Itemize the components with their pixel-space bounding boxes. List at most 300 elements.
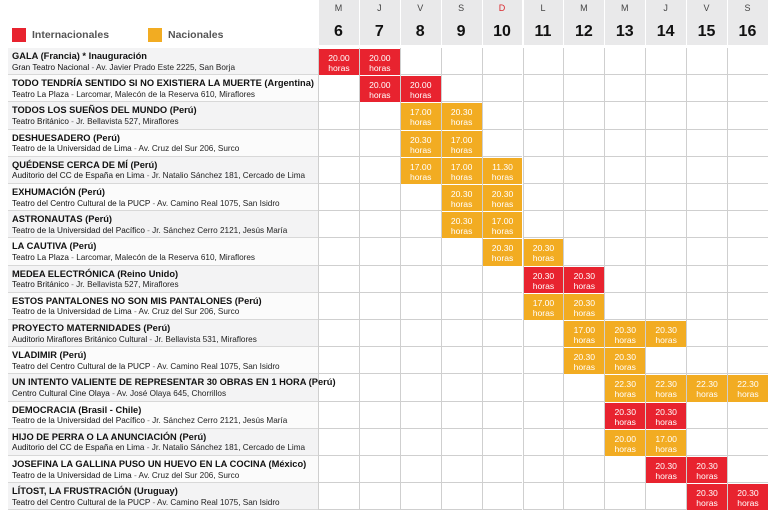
schedule-cell	[645, 238, 686, 265]
schedule-cell	[523, 347, 564, 374]
schedule-cell	[318, 157, 359, 184]
showtime-time: 20.30	[491, 243, 514, 254]
schedule-cell	[523, 48, 564, 75]
showtime-slot[interactable]	[687, 375, 727, 401]
schedule-cell	[645, 483, 686, 510]
showtime-time: 20.30	[573, 297, 596, 308]
schedule-cell	[318, 238, 359, 265]
showtime-unit: horas	[655, 335, 677, 345]
schedule-cell	[482, 75, 523, 102]
legend-swatch-nacionales	[148, 28, 162, 42]
showtime-slot[interactable]	[564, 267, 604, 293]
event-venue	[12, 280, 179, 289]
schedule-cell	[727, 238, 768, 265]
schedule-cell	[523, 402, 564, 429]
event-title: DEMOCRACIA (Brasil - Chile)	[12, 404, 142, 415]
schedule-cell	[563, 75, 604, 102]
schedule-cell	[359, 320, 400, 347]
event-venue	[12, 226, 287, 235]
schedule-cell	[523, 102, 564, 129]
schedule-cell	[645, 211, 686, 238]
showtime-slot[interactable]	[687, 484, 727, 510]
showtime-time: 20.30	[532, 270, 555, 281]
showtime-slot[interactable]	[646, 430, 686, 456]
showtime-unit: horas	[614, 335, 636, 345]
venue-separator: -	[144, 416, 153, 426]
schedule-cell	[318, 266, 359, 293]
schedule-cell	[359, 456, 400, 483]
showtime-unit: horas	[696, 389, 718, 400]
showtime-slot[interactable]	[728, 375, 768, 401]
venue-address: Av. Javier Prado Este 2225, San Borja	[96, 62, 236, 72]
showtime-slot[interactable]	[442, 131, 482, 157]
day-date: 14	[656, 23, 675, 40]
venue-name: Auditorio del CC de España en Lima	[12, 443, 145, 453]
showtime-unit: horas	[696, 498, 718, 509]
event-title: EXHUMACIÓN (Perú)	[12, 187, 105, 197]
showtime-unit: horas	[409, 144, 432, 155]
showtime-time: 20.30	[696, 488, 718, 499]
showtime-time: 20.00	[369, 53, 391, 63]
schedule-cell	[523, 374, 564, 401]
schedule-cell	[563, 211, 604, 238]
schedule-cell	[604, 184, 645, 211]
showtime-unit: horas	[532, 280, 555, 291]
venue-separator: -	[150, 497, 158, 507]
schedule-cell	[318, 456, 359, 483]
schedule-cell	[482, 130, 523, 157]
venue-separator: -	[150, 361, 158, 371]
showtime-slot[interactable]	[360, 76, 400, 102]
showtime-slot[interactable]	[483, 158, 523, 184]
schedule-cell	[686, 238, 727, 265]
schedule-cell	[359, 102, 400, 129]
showtime-unit: horas	[655, 443, 677, 454]
event-venue	[12, 389, 226, 398]
showtime-slot[interactable]	[646, 403, 686, 429]
venue-separator: -	[147, 334, 155, 344]
venue-address: Av. Cruz del Sur 206, Surco	[138, 144, 240, 154]
venue-name: Teatro de la Universidad de Lima	[12, 470, 132, 480]
showtime-time: 20.30	[655, 325, 677, 335]
showtime-time: 20.30	[614, 325, 636, 335]
schedule-cell	[400, 483, 441, 510]
venue-separator: -	[131, 307, 139, 317]
schedule-cell	[727, 347, 768, 374]
event-venue	[12, 471, 239, 480]
showtime-unit: horas	[614, 416, 636, 427]
showtime-slot[interactable]	[646, 457, 686, 483]
day-date: 8	[415, 23, 425, 40]
showtime-unit: horas	[450, 199, 473, 209]
schedule-cell	[563, 184, 604, 211]
schedule-cell	[441, 429, 482, 456]
venue-name: Auditorio del CC de España en Lima	[12, 171, 145, 181]
venue-separator: -	[144, 171, 152, 181]
day-weekday: L	[540, 3, 546, 13]
schedule-cell	[727, 75, 768, 102]
schedule-cell	[359, 293, 400, 320]
schedule-cell	[318, 429, 359, 456]
showtime-slot[interactable]	[483, 239, 523, 265]
event-title: HIJO DE PERRA O LA ANUNCIACIÓN (Perú)	[12, 431, 207, 442]
schedule-cell	[604, 211, 645, 238]
schedule-cell	[523, 184, 564, 211]
schedule-cell	[686, 184, 727, 211]
event-title: PROYECTO MATERNIDADES (Perú)	[12, 323, 171, 333]
showtime-unit: horas	[573, 280, 596, 291]
venue-separator: -	[144, 225, 153, 235]
schedule-cell	[563, 402, 604, 429]
schedule-cell	[359, 130, 400, 157]
showtime-slot[interactable]	[605, 430, 645, 456]
schedule-cell	[604, 130, 645, 157]
legend-internacionales	[12, 27, 109, 43]
schedule-cell	[359, 374, 400, 401]
showtime-slot[interactable]	[687, 457, 727, 483]
showtime-slot[interactable]	[524, 239, 564, 265]
schedule-cell	[400, 238, 441, 265]
schedule-cell	[359, 402, 400, 429]
showtime-unit: horas	[409, 90, 432, 101]
schedule-cell	[482, 48, 523, 75]
showtime-slot[interactable]	[319, 49, 359, 75]
showtime-slot[interactable]	[524, 267, 564, 293]
venue-address: Larcomar, Malecón de la Reserva 610, Miraflores	[76, 252, 256, 262]
showtime-unit: horas	[696, 471, 718, 481]
schedule-cell	[441, 483, 482, 510]
venue-address: Av. Cruz del Sur 206, Surco	[138, 470, 240, 480]
schedule-cell	[686, 211, 727, 238]
day-date: 7	[374, 23, 384, 40]
schedule-cell	[727, 211, 768, 238]
schedule-cell	[441, 402, 482, 429]
schedule-cell	[359, 184, 400, 211]
day-date: 13	[615, 23, 634, 40]
schedule-cell	[563, 48, 604, 75]
event-title: JOSEFINA LA GALLINA PUSO UN HUEVO EN LA COCINA (México)	[12, 459, 307, 469]
event-venue	[12, 90, 255, 99]
schedule-cell	[441, 293, 482, 320]
day-weekday: V	[703, 3, 710, 13]
showtime-unit: horas	[737, 389, 759, 400]
schedule-cell	[318, 293, 359, 320]
venue-separator: -	[68, 116, 77, 126]
schedule-cell	[318, 347, 359, 374]
showtime-time: 20.00	[328, 53, 350, 63]
venue-name: Auditorio Miraflores Británico Cultural	[12, 334, 148, 344]
schedule-cell	[441, 75, 482, 102]
event-title: DESHUESADERO (Perú)	[12, 132, 120, 143]
showtime-time: 17.00	[491, 216, 514, 227]
showtime-unit: horas	[614, 362, 636, 373]
showtime-slot[interactable]	[605, 321, 645, 347]
schedule-cell	[645, 347, 686, 374]
day-date: 6	[333, 23, 343, 40]
schedule-cell	[318, 75, 359, 102]
venue-separator: -	[68, 252, 77, 262]
venue-address: Jr. Bellavista 527, Miraflores	[76, 116, 179, 126]
showtime-time: 22.30	[696, 379, 718, 390]
venue-address: Av. José Olaya 645, Chorrillos	[116, 388, 227, 398]
showtime-slot[interactable]	[442, 185, 482, 211]
showtime-time: 20.30	[532, 243, 555, 254]
schedule-cell	[359, 429, 400, 456]
showtime-slot[interactable]	[646, 321, 686, 347]
showtime-slot[interactable]	[442, 212, 482, 238]
schedule-cell	[400, 402, 441, 429]
showtime-slot[interactable]	[401, 76, 441, 102]
day-weekday: M	[334, 3, 343, 13]
schedule-cell	[318, 130, 359, 157]
schedule-cell	[441, 456, 482, 483]
schedule-cell	[686, 157, 727, 184]
showtime-time: 20.30	[614, 352, 636, 363]
schedule-cell	[441, 266, 482, 293]
showtime-unit: horas	[532, 253, 555, 264]
schedule-cell	[482, 320, 523, 347]
schedule-cell	[359, 347, 400, 374]
showtime-unit: horas	[409, 171, 432, 182]
schedule-cell	[318, 320, 359, 347]
schedule-cell	[482, 374, 523, 401]
showtime-slot[interactable]	[483, 212, 523, 238]
schedule-cell	[686, 48, 727, 75]
showtime-time: 20.00	[369, 80, 391, 91]
showtime-unit: horas	[573, 307, 596, 318]
showtime-unit: horas	[532, 307, 555, 318]
showtime-unit: horas	[614, 443, 636, 454]
schedule-cell	[523, 429, 564, 456]
showtime-unit: horas	[573, 335, 596, 345]
showtime-time: 22.30	[655, 379, 677, 390]
schedule-cell	[645, 293, 686, 320]
schedule-cell	[686, 347, 727, 374]
showtime-time: 20.30	[655, 406, 677, 417]
schedule-cell	[686, 429, 727, 456]
showtime-time: 20.30	[655, 461, 677, 471]
venue-separator: -	[144, 443, 152, 453]
schedule-cell	[645, 130, 686, 157]
schedule-cell	[727, 320, 768, 347]
showtime-slot[interactable]	[728, 484, 768, 510]
showtime-time: 20.30	[450, 107, 473, 118]
schedule-cell	[482, 266, 523, 293]
schedule-cell	[318, 483, 359, 510]
event-venue	[12, 307, 239, 316]
venue-address: Av. Camino Real 1075, San Isidro	[157, 361, 280, 371]
showtime-slot[interactable]	[564, 348, 604, 374]
showtime-time: 17.00	[409, 107, 432, 118]
schedule-cell	[523, 130, 564, 157]
schedule-cell	[482, 402, 523, 429]
showtime-slot[interactable]	[646, 375, 686, 401]
showtime-time: 17.00	[409, 161, 432, 172]
showtime-time: 20.30	[737, 488, 759, 499]
event-title: TODO TENDRÍA SENTIDO SI NO EXISTIERA LA MUERTE (Argentina)	[12, 78, 314, 89]
venue-address: Jr. Sánchez Cerro 2121, Jesús María	[152, 225, 288, 235]
showtime-time: 20.30	[409, 134, 432, 145]
schedule-cell	[604, 293, 645, 320]
showtime-time: 20.30	[450, 189, 473, 199]
showtime-slot[interactable]	[401, 103, 441, 129]
showtime-unit: horas	[409, 117, 432, 128]
schedule-cell	[359, 211, 400, 238]
schedule-cell	[482, 293, 523, 320]
schedule-cell	[318, 402, 359, 429]
day-date: 16	[738, 23, 757, 40]
showtime-unit: horas	[450, 117, 473, 128]
showtime-time: 20.30	[614, 406, 636, 417]
legend-label-nacionales: Nacionales	[168, 29, 224, 41]
day-weekday: S	[458, 3, 465, 13]
showtime-slot[interactable]	[442, 158, 482, 184]
schedule-cell	[359, 238, 400, 265]
venue-name: Teatro Británico	[12, 116, 69, 126]
schedule-cell	[400, 48, 441, 75]
schedule-cell	[359, 157, 400, 184]
showtime-time: 17.00	[450, 134, 473, 145]
schedule-cell	[441, 320, 482, 347]
schedule-cell	[523, 211, 564, 238]
showtime-slot[interactable]	[564, 294, 604, 320]
schedule-cell	[318, 184, 359, 211]
venue-address: Jr. Sánchez Cerro 2121, Jesús María	[152, 416, 288, 426]
schedule-cell	[645, 75, 686, 102]
day-date: 9	[456, 23, 466, 40]
schedule-cell	[727, 456, 768, 483]
event-venue	[12, 144, 239, 153]
showtime-time: 17.00	[450, 161, 473, 172]
schedule-cell	[441, 374, 482, 401]
venue-name: Teatro de la Universidad de Lima	[12, 307, 132, 317]
showtime-slot[interactable]	[442, 103, 482, 129]
showtime-slot[interactable]	[605, 348, 645, 374]
schedule-cell	[482, 102, 523, 129]
showtime-unit: horas	[450, 144, 473, 155]
schedule-cell	[686, 102, 727, 129]
showtime-unit: horas	[491, 199, 514, 209]
venue-address: Av. Camino Real 1075, San Isidro	[157, 497, 280, 507]
event-title: MEDEA ELECTRÓNICA (Reino Unido)	[12, 268, 179, 279]
event-title: UN INTENTO VALIENTE DE REPRESENTAR 30 OBRAS EN 1 HORA (Perú)	[12, 377, 336, 388]
schedule-cell	[523, 157, 564, 184]
showtime-unit: horas	[737, 498, 759, 509]
schedule-cell	[400, 374, 441, 401]
showtime-slot[interactable]	[483, 185, 523, 211]
showtime-slot[interactable]	[564, 321, 604, 347]
venue-address: Jr. Bellavista 531, Miraflores	[154, 334, 257, 344]
venue-address: Av. Camino Real 1075, San Isidro	[157, 198, 280, 208]
schedule-cell	[400, 347, 441, 374]
schedule-cell	[727, 48, 768, 75]
schedule-cell	[400, 266, 441, 293]
showtime-unit: horas	[655, 416, 677, 427]
day-weekday: M	[620, 3, 629, 13]
schedule-cell	[686, 320, 727, 347]
showtime-slot[interactable]	[360, 49, 400, 75]
schedule-cell	[400, 429, 441, 456]
schedule-cell	[523, 320, 564, 347]
schedule-cell	[563, 456, 604, 483]
day-weekday: M	[580, 3, 588, 13]
event-venue	[12, 416, 287, 425]
showtime-slot[interactable]	[605, 375, 645, 401]
day-weekday: D	[498, 3, 506, 13]
venue-address: Jr. Bellavista 527, Miraflores	[76, 280, 179, 290]
schedule-cell	[604, 238, 645, 265]
showtime-unit: horas	[369, 63, 391, 73]
schedule-cell	[359, 483, 400, 510]
venue-address: Jr. Natalio Sánchez 181, Cercado de Lima	[151, 443, 306, 453]
venue-separator: -	[68, 280, 77, 290]
showtime-time: 20.30	[696, 461, 718, 471]
event-title: LA CAUTIVA (Perú)	[12, 241, 97, 252]
schedule-cell	[727, 157, 768, 184]
showtime-slot[interactable]	[605, 403, 645, 429]
day-weekday: J	[663, 3, 668, 13]
event-venue	[12, 117, 179, 126]
event-title: VLADIMIR (Perú)	[12, 350, 87, 361]
schedule-cell	[645, 184, 686, 211]
showtime-unit: horas	[573, 362, 596, 373]
schedule-cell	[400, 320, 441, 347]
event-venue	[12, 498, 280, 507]
venue-name: Teatro Británico	[12, 280, 69, 290]
event-venue	[12, 199, 280, 208]
day-date: 11	[534, 23, 552, 40]
schedule-cell	[645, 266, 686, 293]
event-venue	[12, 443, 305, 452]
venue-name: Teatro de la Universidad de Lima	[12, 144, 132, 154]
venue-name: Teatro La Plaza	[12, 252, 69, 262]
showtime-slot[interactable]	[401, 131, 441, 157]
event-venue	[12, 362, 280, 371]
venue-address: Jr. Natalio Sánchez 181, Cercado de Lima	[151, 171, 306, 181]
schedule-cell	[563, 102, 604, 129]
venue-name: Teatro de la Universidad del Pacífico	[12, 225, 145, 235]
schedule-cell	[604, 48, 645, 75]
schedule-cell	[318, 102, 359, 129]
showtime-slot[interactable]	[401, 158, 441, 184]
showtime-slot[interactable]	[524, 294, 564, 320]
venue-name: Teatro de la Universidad del Pacífico	[12, 416, 145, 426]
showtime-unit: horas	[491, 226, 514, 237]
schedule-cell	[441, 238, 482, 265]
schedule-cell	[727, 130, 768, 157]
venue-name: Gran Teatro Nacional	[12, 62, 90, 72]
schedule-cell	[318, 211, 359, 238]
schedule-cell	[482, 429, 523, 456]
showtime-unit: horas	[655, 389, 677, 400]
schedule-cell	[686, 130, 727, 157]
showtime-unit: horas	[491, 171, 514, 182]
showtime-unit: horas	[450, 226, 473, 237]
event-venue	[12, 335, 257, 344]
schedule-cell	[727, 429, 768, 456]
showtime-time: 20.30	[450, 216, 473, 227]
schedule-cell	[482, 347, 523, 374]
venue-address: Larcomar, Malecón de la Reserva 610, Miraflores	[76, 89, 256, 99]
venue-separator: -	[150, 198, 158, 208]
showtime-time: 20.30	[573, 352, 596, 363]
event-title: TODOS LOS SUEÑOS DEL MUNDO (Perú)	[12, 105, 197, 116]
venue-separator: -	[131, 470, 139, 480]
schedule-cell	[727, 402, 768, 429]
schedule-cell	[686, 266, 727, 293]
schedule-cell	[400, 293, 441, 320]
schedule-cell	[563, 374, 604, 401]
